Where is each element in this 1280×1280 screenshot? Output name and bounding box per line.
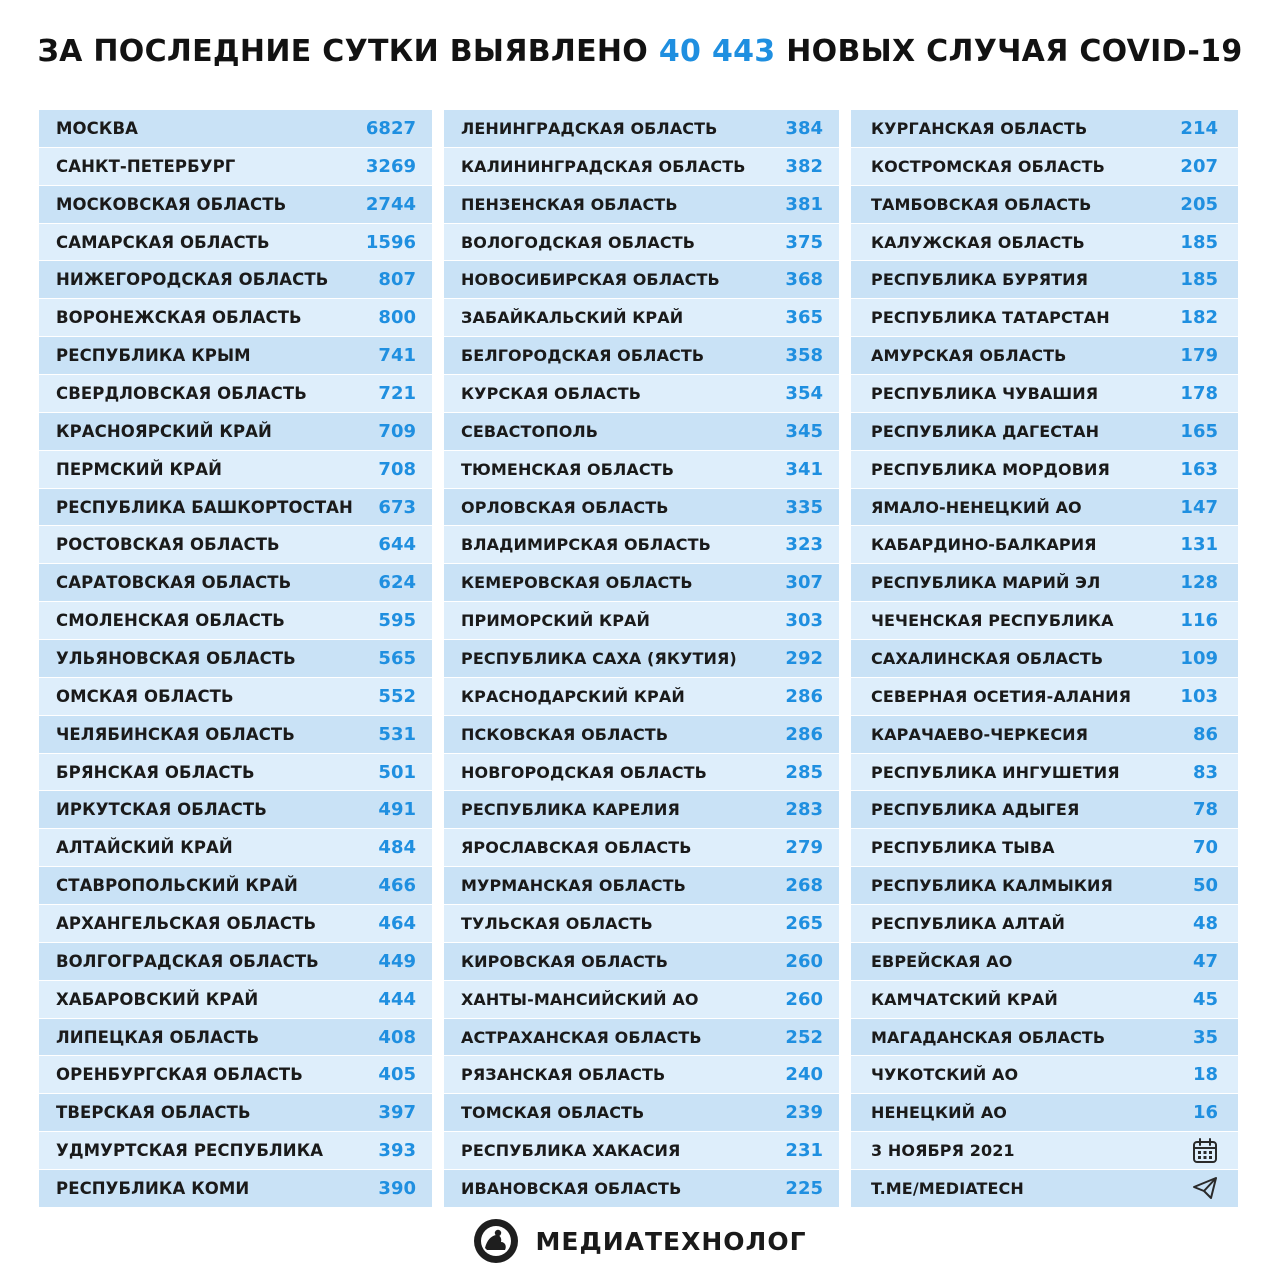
case-count: 807 (378, 269, 416, 291)
case-count: 624 (378, 572, 416, 594)
table-row (39, 678, 432, 716)
region-name: СВЕРДЛОВСКАЯ ОБЛАСТЬ (56, 383, 307, 403)
region-name: ПЕНЗЕНСКАЯ ОБЛАСТЬ (461, 194, 678, 214)
region-name: АСТРАХАНСКАЯ ОБЛАСТЬ (461, 1027, 702, 1047)
footer (0, 1216, 1280, 1266)
region-name: ХАБАРОВСКИЙ КРАЙ (56, 989, 259, 1009)
region-name: НОВОСИБИРСКАЯ ОБЛАСТЬ (461, 270, 720, 290)
case-count: 48 (1192, 912, 1218, 934)
case-count: 408 (378, 1026, 416, 1048)
table-row (39, 1132, 432, 1170)
case-count: 484 (378, 837, 416, 859)
case-count: 35 (1192, 1026, 1218, 1048)
region-name: НЕНЕЦКИЙ АО (871, 1103, 1007, 1123)
case-count: 83 (1192, 761, 1218, 783)
region-name: СЕВАСТОПОЛЬ (461, 421, 599, 441)
table-row (444, 148, 839, 186)
case-count: 595 (378, 610, 416, 632)
table-row (851, 829, 1238, 867)
region-name: МАГАДАНСКАЯ ОБЛАСТЬ (871, 1027, 1106, 1047)
table-row (444, 186, 839, 224)
region-name: КРАСНОДАРСКИЙ КРАЙ (461, 686, 685, 706)
case-count: 185 (1180, 231, 1218, 253)
table-row (39, 829, 432, 867)
region-name: ХАНТЫ-МАНСИЙСКИЙ АО (461, 989, 699, 1009)
telegram-send-icon[interactable] (1192, 1175, 1218, 1201)
case-count: 70 (1192, 837, 1218, 859)
table-row (851, 337, 1238, 375)
case-count: 231 (785, 1140, 823, 1162)
region-name: АМУРСКАЯ ОБЛАСТЬ (871, 346, 1067, 366)
region-name: РЕСПУБЛИКА КАЛМЫКИЯ (871, 876, 1113, 896)
region-name: РОСТОВСКАЯ ОБЛАСТЬ (56, 535, 280, 555)
case-count: 268 (785, 875, 823, 897)
region-name: КУРГАНСКАЯ ОБЛАСТЬ (871, 118, 1088, 138)
region-name: ВЛАДИМИРСКАЯ ОБЛАСТЬ (461, 535, 711, 555)
table-row (39, 943, 432, 981)
region-name: РЕСПУБЛИКА ХАКАСИЯ (461, 1141, 681, 1161)
table-row (39, 640, 432, 678)
case-count: 375 (785, 231, 823, 253)
case-count: 741 (378, 345, 416, 367)
table-row (39, 337, 432, 375)
region-name: РЕСПУБЛИКА БУРЯТИЯ (871, 270, 1089, 290)
region-name: РЕСПУБЛИКА ЧУВАШИЯ (871, 383, 1099, 403)
region-name: КАЛУЖСКАЯ ОБЛАСТЬ (871, 232, 1085, 252)
region-name: ВОРОНЕЖСКАЯ ОБЛАСТЬ (56, 308, 302, 328)
channel-row[interactable] (851, 1170, 1238, 1208)
table-row (39, 375, 432, 413)
region-name: ИРКУТСКАЯ ОБЛАСТЬ (56, 800, 267, 820)
region-name: БЕЛГОРОДСКАЯ ОБЛАСТЬ (461, 346, 705, 366)
page-title (0, 34, 1280, 69)
table-row (39, 981, 432, 1019)
case-count: 147 (1180, 496, 1218, 518)
case-count: 16 (1192, 1102, 1218, 1124)
region-name: МОСКВА (56, 118, 138, 138)
region-name: ПЕРМСКИЙ КРАЙ (56, 459, 223, 479)
case-count: 449 (378, 950, 416, 972)
case-count: 103 (1180, 685, 1218, 707)
calendar-icon (1192, 1138, 1218, 1164)
table-row (851, 186, 1238, 224)
case-count: 709 (378, 420, 416, 442)
table-row (851, 299, 1238, 337)
mediatechnolog-logo-icon (473, 1218, 519, 1264)
cases-table (39, 110, 1238, 1208)
case-count: 466 (378, 875, 416, 897)
table-row (444, 110, 839, 148)
case-count: 178 (1180, 382, 1218, 404)
region-name: РЕСПУБЛИКА МАРИЙ ЭЛ (871, 573, 1101, 593)
region-name: САНКТ-ПЕТЕРБУРГ (56, 156, 236, 176)
region-name: КАЛИНИНГРАДСКАЯ ОБЛАСТЬ (461, 156, 746, 176)
table-row (39, 148, 432, 186)
region-name: ТОМСКАЯ ОБЛАСТЬ (461, 1103, 645, 1123)
table-row (851, 413, 1238, 451)
table-row (444, 829, 839, 867)
region-name: КОСТРОМСКАЯ ОБЛАСТЬ (871, 156, 1105, 176)
case-count: 50 (1192, 875, 1218, 897)
region-name: САМАРСКАЯ ОБЛАСТЬ (56, 232, 270, 252)
region-name: РЕСПУБЛИКА АДЫГЕЯ (871, 800, 1080, 820)
region-name: ТЮМЕНСКАЯ ОБЛАСТЬ (461, 459, 675, 479)
region-name: САРАТОВСКАЯ ОБЛАСТЬ (56, 573, 292, 593)
case-count: 708 (378, 458, 416, 480)
table-row (851, 224, 1238, 262)
case-count: 323 (785, 534, 823, 556)
table-row (39, 602, 432, 640)
case-count: 491 (378, 799, 416, 821)
case-count: 393 (378, 1140, 416, 1162)
case-count: 205 (1180, 193, 1218, 215)
table-row (39, 905, 432, 943)
case-count: 552 (378, 685, 416, 707)
table-row (444, 1019, 839, 1057)
table-row (851, 1056, 1238, 1094)
region-name: ИВАНОВСКАЯ ОБЛАСТЬ (461, 1178, 682, 1198)
table-row (851, 110, 1238, 148)
case-count: 163 (1180, 458, 1218, 480)
case-count: 165 (1180, 420, 1218, 442)
region-name: ЛИПЕЦКАЯ ОБЛАСТЬ (56, 1027, 260, 1047)
region-name: РЕСПУБЛИКА БАШКОРТОСТАН (56, 497, 353, 517)
region-name: САХАЛИНСКАЯ ОБЛАСТЬ (871, 648, 1104, 668)
table-row (444, 678, 839, 716)
table-row (444, 564, 839, 602)
case-count: 1596 (365, 231, 416, 253)
report-date: 3 НОЯБРЯ 2021 (871, 1141, 1015, 1161)
case-count: 800 (378, 307, 416, 329)
region-name: ТУЛЬСКАЯ ОБЛАСТЬ (461, 913, 653, 933)
region-name: РЕСПУБЛИКА ИНГУШЕТИЯ (871, 762, 1120, 782)
case-count: 214 (1180, 117, 1218, 139)
case-count: 239 (785, 1102, 823, 1124)
table-row (444, 526, 839, 564)
table-row (39, 489, 432, 527)
case-count: 279 (785, 837, 823, 859)
region-name: БРЯНСКАЯ ОБЛАСТЬ (56, 762, 255, 782)
table-row (39, 1019, 432, 1057)
table-row (851, 489, 1238, 527)
case-count: 78 (1192, 799, 1218, 821)
region-name: НОВГОРОДСКАЯ ОБЛАСТЬ (461, 762, 707, 782)
table-row (39, 564, 432, 602)
table-row (851, 791, 1238, 829)
table-column-3 (851, 110, 1238, 1208)
region-name: СТАВРОПОЛЬСКИЙ КРАЙ (56, 876, 298, 896)
case-count: 116 (1180, 610, 1218, 632)
case-count: 405 (378, 1064, 416, 1086)
region-name: МОСКОВСКАЯ ОБЛАСТЬ (56, 194, 287, 214)
table-row (851, 1094, 1238, 1132)
region-name: КАБАРДИНО-БАЛКАРИЯ (871, 535, 1097, 555)
region-name: ВОЛГОГРАДСКАЯ ОБЛАСТЬ (56, 951, 319, 971)
case-count: 390 (378, 1177, 416, 1199)
table-row (444, 640, 839, 678)
table-row (39, 716, 432, 754)
table-row (444, 1094, 839, 1132)
table-row (444, 791, 839, 829)
table-row (39, 413, 432, 451)
region-name: РЕСПУБЛИКА КРЫМ (56, 346, 251, 366)
region-name: РЯЗАНСКАЯ ОБЛАСТЬ (461, 1065, 666, 1085)
region-name: ТВЕРСКАЯ ОБЛАСТЬ (56, 1103, 251, 1123)
table-row (444, 489, 839, 527)
table-column-1 (39, 110, 432, 1208)
table-row (851, 867, 1238, 905)
case-count: 381 (785, 193, 823, 215)
region-name: ВОЛОГОДСКАЯ ОБЛАСТЬ (461, 232, 696, 252)
region-name: РЕСПУБЛИКА КОМИ (56, 1178, 250, 1198)
region-name: РЕСПУБЛИКА ДАГЕСТАН (871, 421, 1100, 441)
case-count: 109 (1180, 647, 1218, 669)
table-row (851, 640, 1238, 678)
table-row (851, 564, 1238, 602)
case-count: 292 (785, 647, 823, 669)
case-count: 185 (1180, 269, 1218, 291)
case-count: 358 (785, 345, 823, 367)
case-count: 397 (378, 1102, 416, 1124)
table-row (444, 981, 839, 1019)
region-name: АЛТАЙСКИЙ КРАЙ (56, 838, 233, 858)
table-row (851, 261, 1238, 299)
case-count: 131 (1180, 534, 1218, 556)
region-name: ЯРОСЛАВСКАЯ ОБЛАСТЬ (461, 838, 692, 858)
case-count: 565 (378, 647, 416, 669)
case-count: 265 (785, 912, 823, 934)
table-row (444, 337, 839, 375)
region-name: ПРИМОРСКИЙ КРАЙ (461, 611, 651, 631)
table-row (444, 1132, 839, 1170)
table-row (39, 867, 432, 905)
table-row (444, 1170, 839, 1208)
case-count: 3269 (365, 155, 416, 177)
table-row (444, 716, 839, 754)
case-count: 345 (785, 420, 823, 442)
region-name: ОРЕНБУРГСКАЯ ОБЛАСТЬ (56, 1065, 303, 1085)
table-row (444, 375, 839, 413)
table-row (39, 299, 432, 337)
case-count: 382 (785, 155, 823, 177)
case-count: 341 (785, 458, 823, 480)
region-name: МУРМАНСКАЯ ОБЛАСТЬ (461, 876, 686, 896)
channel-link[interactable]: T.ME/MEDIATECH (871, 1178, 1024, 1198)
region-name: УДМУРТСКАЯ РЕСПУБЛИКА (56, 1141, 324, 1161)
region-name: ЧЕЛЯБИНСКАЯ ОБЛАСТЬ (56, 724, 295, 744)
region-name: КИРОВСКАЯ ОБЛАСТЬ (461, 951, 669, 971)
case-count: 531 (378, 723, 416, 745)
region-name: РЕСПУБЛИКА ТАТАРСТАН (871, 308, 1110, 328)
title-prefix: ЗА ПОСЛЕДНИЕ СУТКИ ВЫЯВЛЕНО (37, 34, 649, 69)
case-count: 182 (1180, 307, 1218, 329)
case-count: 260 (785, 988, 823, 1010)
table-row (39, 110, 432, 148)
region-name: РЕСПУБЛИКА МОРДОВИЯ (871, 459, 1110, 479)
region-name: КАМЧАТСКИЙ КРАЙ (871, 989, 1058, 1009)
case-count: 86 (1192, 723, 1218, 745)
table-row (444, 451, 839, 489)
table-row (444, 905, 839, 943)
table-row (39, 261, 432, 299)
case-count: 384 (785, 117, 823, 139)
table-row (444, 754, 839, 792)
region-name: КУРСКАЯ ОБЛАСТЬ (461, 383, 642, 403)
region-name: АРХАНГЕЛЬСКАЯ ОБЛАСТЬ (56, 913, 317, 933)
case-count: 673 (378, 496, 416, 518)
case-count: 644 (378, 534, 416, 556)
region-name: ЕВРЕЙСКАЯ АО (871, 951, 1013, 971)
region-name: КЕМЕРОВСКАЯ ОБЛАСТЬ (461, 573, 693, 593)
region-name: УЛЬЯНОВСКАЯ ОБЛАСТЬ (56, 648, 296, 668)
table-row (39, 451, 432, 489)
case-count: 283 (785, 799, 823, 821)
table-row (851, 678, 1238, 716)
region-name: КАРАЧАЕВО-ЧЕРКЕСИЯ (871, 724, 1089, 744)
table-row (851, 981, 1238, 1019)
case-count: 45 (1192, 988, 1218, 1010)
region-name: ЧЕЧЕНСКАЯ РЕСПУБЛИКА (871, 611, 1114, 631)
table-row (851, 905, 1238, 943)
case-count: 240 (785, 1064, 823, 1086)
region-name: СМОЛЕНСКАЯ ОБЛАСТЬ (56, 611, 285, 631)
table-row (39, 1094, 432, 1132)
case-count: 225 (785, 1177, 823, 1199)
table-row (851, 754, 1238, 792)
case-count: 2744 (365, 193, 416, 215)
case-count: 303 (785, 610, 823, 632)
case-count: 18 (1192, 1064, 1218, 1086)
table-row (851, 716, 1238, 754)
region-name: НИЖЕГОРОДСКАЯ ОБЛАСТЬ (56, 270, 329, 290)
region-name: РЕСПУБЛИКА ТЫВА (871, 838, 1055, 858)
brand-name: МЕДИАТЕХНОЛОГ (535, 1226, 807, 1256)
table-row (39, 224, 432, 262)
case-count: 464 (378, 912, 416, 934)
date-row (851, 1132, 1238, 1170)
table-row (444, 413, 839, 451)
region-name: ТАМБОВСКАЯ ОБЛАСТЬ (871, 194, 1092, 214)
case-count: 335 (785, 496, 823, 518)
case-count: 252 (785, 1026, 823, 1048)
case-count: 444 (378, 988, 416, 1010)
table-row (39, 754, 432, 792)
table-row (444, 299, 839, 337)
table-row (444, 943, 839, 981)
table-row (851, 451, 1238, 489)
table-row (851, 943, 1238, 981)
table-row (851, 1019, 1238, 1057)
region-name: ЗАБАЙКАЛЬСКИЙ КРАЙ (461, 308, 684, 328)
table-row (444, 261, 839, 299)
case-count: 365 (785, 307, 823, 329)
table-row (39, 1170, 432, 1208)
table-row (851, 602, 1238, 640)
region-name: СЕВЕРНАЯ ОСЕТИЯ-АЛАНИЯ (871, 686, 1132, 706)
case-count: 368 (785, 269, 823, 291)
table-row (39, 1056, 432, 1094)
case-count: 501 (378, 761, 416, 783)
case-count: 354 (785, 382, 823, 404)
table-row (39, 186, 432, 224)
case-count: 207 (1180, 155, 1218, 177)
table-row (851, 375, 1238, 413)
case-count: 260 (785, 950, 823, 972)
table-row (851, 526, 1238, 564)
region-name: ОМСКАЯ ОБЛАСТЬ (56, 686, 234, 706)
case-count: 128 (1180, 572, 1218, 594)
region-name: РЕСПУБЛИКА САХА (ЯКУТИЯ) (461, 648, 737, 668)
case-count: 307 (785, 572, 823, 594)
table-column-2 (444, 110, 839, 1208)
case-count: 179 (1180, 345, 1218, 367)
region-name: ЛЕНИНГРАДСКАЯ ОБЛАСТЬ (461, 118, 718, 138)
case-count: 721 (378, 382, 416, 404)
region-name: ЯМАЛО-НЕНЕЦКИЙ АО (871, 497, 1082, 517)
table-row (444, 602, 839, 640)
table-row (39, 791, 432, 829)
table-row (444, 867, 839, 905)
region-name: ЧУКОТСКИЙ АО (871, 1065, 1019, 1085)
case-count: 286 (785, 723, 823, 745)
region-name: ПСКОВСКАЯ ОБЛАСТЬ (461, 724, 669, 744)
case-count: 6827 (365, 117, 416, 139)
case-count: 285 (785, 761, 823, 783)
title-suffix: НОВЫХ СЛУЧАЯ COVID-19 (786, 34, 1243, 69)
case-count: 47 (1192, 950, 1218, 972)
case-count: 286 (785, 685, 823, 707)
table-row (39, 526, 432, 564)
title-count: 40 443 (658, 34, 776, 69)
region-name: ОРЛОВСКАЯ ОБЛАСТЬ (461, 497, 669, 517)
table-row (444, 224, 839, 262)
region-name: РЕСПУБЛИКА АЛТАЙ (871, 913, 1065, 933)
table-row (444, 1056, 839, 1094)
table-row (851, 148, 1238, 186)
region-name: КРАСНОЯРСКИЙ КРАЙ (56, 421, 272, 441)
region-name: РЕСПУБЛИКА КАРЕЛИЯ (461, 800, 680, 820)
